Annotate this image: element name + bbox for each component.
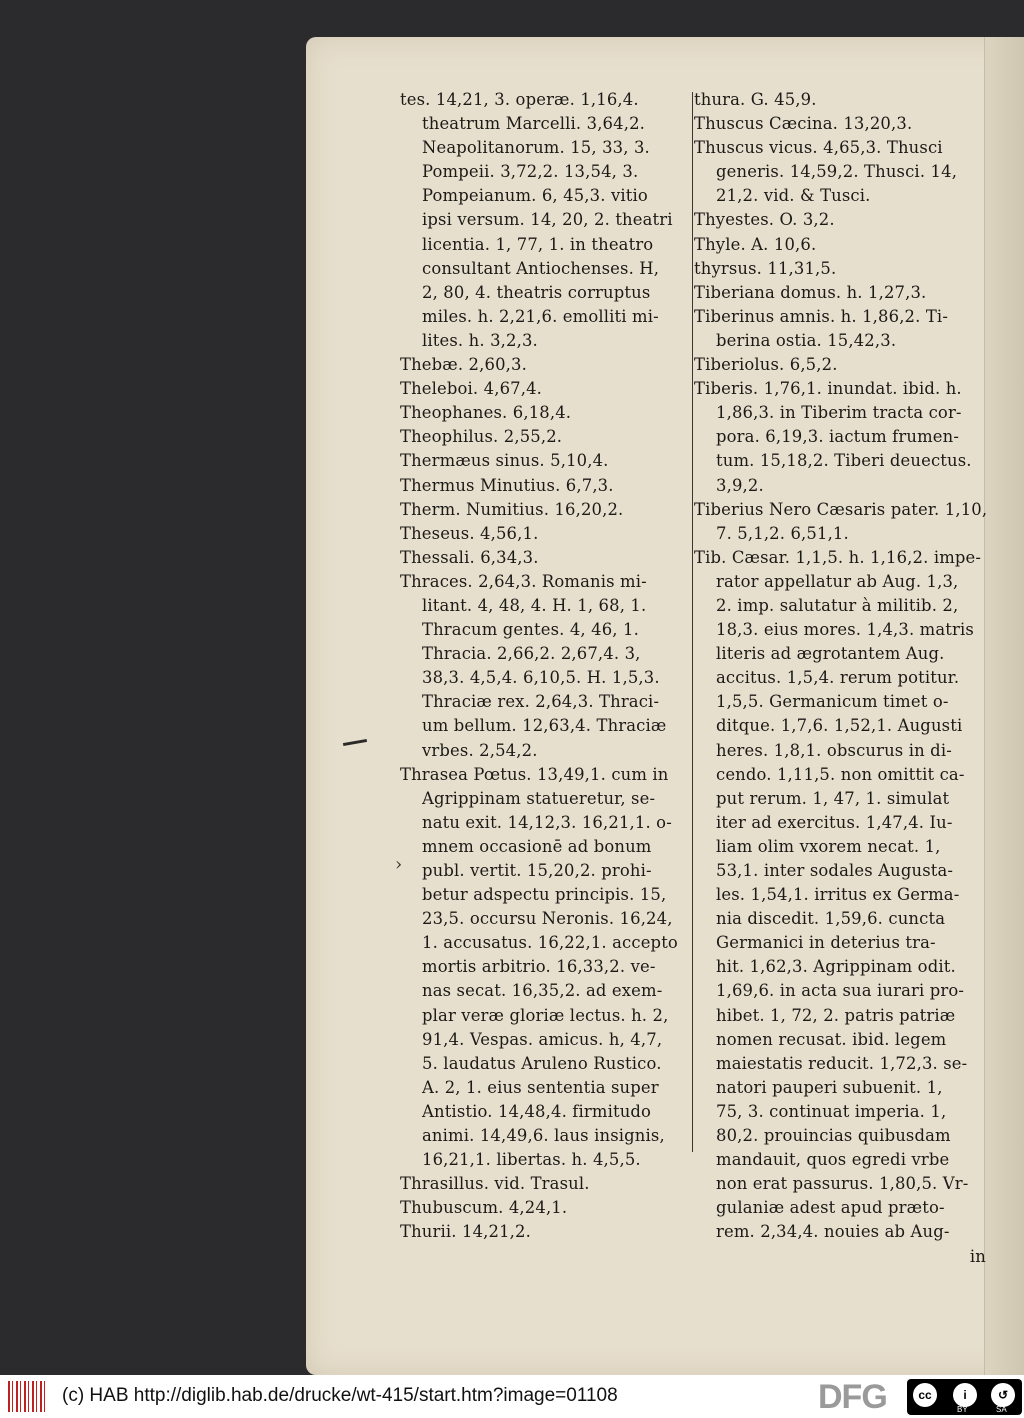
index-entry-line: 75, 3. continuat imperia. 1, [716,1101,947,1121]
index-entry-line: 53,1. inter sodales Augusta- [716,861,954,880]
viewer-footer [0,1375,1024,1418]
index-entry-line: tes. 14,21, 3. operæ. 1,16,4. [400,90,639,109]
index-entry-line: 1,69,6. in acta sua iurari pro- [716,981,965,1001]
index-entry-line: gulaniæ adest apud præto- [716,1198,945,1218]
cc-license-badge[interactable] [907,1379,1022,1415]
index-entry-line: lites. h. 3,2,3. [422,330,538,350]
index-entry-line: Thermæus sinus. 5,10,4. [400,451,609,471]
index-entry-line: Thubuscum. 4,24,1. [400,1198,568,1218]
index-entry-line: Tiberius Nero Cæsaris pater. 1,10, [694,499,988,519]
index-entry-line: licentia. 1, 77, 1. in theatro [422,234,654,254]
index-entry-line: Tiberiolus. 6,5,2. [694,355,838,375]
index-entry-line: 1,86,3. in Tiberim tracta cor- [716,403,962,423]
copyright-link[interactable]: (c) HAB http://diglib.hab.de/drucke/wt-415/start.htm?image=01108 [62,1385,618,1406]
index-entry-line: Thyle. A. 10,6. [694,234,817,254]
index-entry-line: rator appellatur ab Aug. 1,3, [716,571,959,591]
index-entry-line: Thuscus Cæcina. 13,20,3. [694,114,913,134]
index-entry-line: Thuscus vicus. 4,65,3. Thusci [694,138,943,158]
index-entry-line: 23,5. occursu Neronis. 16,24, [422,909,673,929]
margin-pencil-dot: › [395,854,403,875]
index-entry-line: pora. 6,19,3. iactum frumen- [716,427,960,447]
column-rule [692,92,693,1152]
index-entry-line: Thracia. 2,66,2. 2,67,4. 3, [422,644,641,664]
index-entry-line: Theophilus. 2,55,2. [400,427,563,447]
index-entry-line: 3,9,2. [716,475,764,495]
index-entry-line: betur adspectu principis. 15, [422,885,667,905]
index-entry-line: Tiberiana domus. h. 1,27,3. [694,282,927,302]
index-column-left [400,88,692,1245]
index-entry-line: Thebæ. 2,60,3. [400,355,527,375]
index-entry-line: plar veræ gloriæ lectus. h. 2, [422,1005,669,1025]
index-entry-line: consultant Antiochenses. H, [422,258,660,278]
index-entry-line: litant. 4, 48, 4. H. 1, 68, 1. [422,595,647,615]
index-entry-line: mandauit, quos egredi vrbe [716,1150,950,1170]
index-entry-line: 1. accusatus. 16,22,1. accepto [422,933,678,953]
index-entry-line: 80,2. prouincias quibusdam [716,1126,951,1146]
index-entry-line: Pompeii. 3,72,2. 13,54, 3. [422,162,639,182]
index-entry-line: Thurii. 14,21,2. [400,1222,531,1242]
index-entry-line: Antistio. 14,48,4. firmitudo [422,1101,652,1121]
index-entry-line: rem. 2,34,4. nouies ab Aug- [716,1222,950,1242]
index-entry-line: 2. imp. salutatur à militib. 2, [716,595,959,615]
index-entry-line: Thraciæ rex. 2,64,3. Thraci- [422,692,660,712]
page-edge [984,37,1024,1375]
index-entry-line: Thrasillus. vid. Trasul. [400,1174,590,1194]
index-entry-line: Thrasea Pœtus. 13,49,1. cum in [400,764,669,784]
index-entry-line: put rerum. 1, 47, 1. simulat [716,788,950,808]
index-entry-line: 2, 80, 4. theatris corruptus [422,282,651,302]
index-entry-line: 18,3. eius mores. 1,4,3. matris [716,620,974,640]
index-entry-line: maiestatis reducit. 1,72,3. se- [716,1053,968,1073]
index-entry-line: Tiberis. 1,76,1. inundat. ibid. h. [694,379,962,399]
index-entry-line: 7. 5,1,2. 6,51,1. [716,523,849,543]
index-entry-line: Thermus Minutius. 6,7,3. [400,475,614,495]
index-entry-line: ditque. 1,7,6. 1,52,1. Augusti [716,716,963,736]
index-entry-line: natu exit. 14,12,3. 16,21,1. o- [422,812,672,832]
index-entry-line: 16,21,1. libertas. h. 4,5,5. [422,1150,641,1170]
index-entry-line: mnem occasionē ad bonum [422,836,652,856]
index-entry-line: thura. G. 45,9. [694,90,817,109]
index-entry-line: nas secat. 16,35,2. ad exem- [422,981,663,1001]
index-entry-line: Thessali. 6,34,3. [400,547,539,567]
index-column-right [694,88,986,1269]
index-entry-line: thyrsus. 11,31,5. [694,258,837,278]
index-entry-line: in [969,1246,986,1266]
sa-icon: ↺ [991,1383,1015,1407]
index-entry-line: publ. vertit. 15,20,2. prohi- [422,861,652,880]
index-entry-line: Thracum gentes. 4, 46, 1. [422,620,639,640]
index-entry-line: non erat passurus. 1,80,5. Vr- [716,1174,969,1194]
index-entry-line: Tiberinus amnis. h. 1,86,2. Ti- [694,306,949,326]
index-entry-line: Therm. Numitius. 16,20,2. [400,499,624,519]
index-entry-line: nomen recusat. ibid. legem [716,1029,947,1049]
index-entry-line: miles. h. 2,21,6. emolliti mi- [422,306,659,326]
index-entry-line: Pompeianum. 6, 45,3. vitio [422,186,648,206]
index-entry-line: 91,4. Vespas. amicus. h, 4,7, [422,1029,663,1049]
index-entry-line: A. 2, 1. eius sententia super [422,1077,659,1097]
index-entry-line: Thyestes. O. 3,2. [694,210,835,230]
index-entry-line: Theophanes. 6,18,4. [400,403,572,423]
index-entry-line: generis. 14,59,2. Thusci. 14, [716,162,958,182]
index-entry-line: Neapolitanorum. 15, 33, 3. [422,138,650,158]
by-label: BY [957,1405,968,1414]
index-entry-line: hibet. 1, 72, 2. patris patriæ [716,1005,956,1025]
index-entry-line: Thraces. 2,64,3. Romanis mi- [400,571,647,591]
index-entry-line: berina ostia. 15,42,3. [716,330,897,350]
index-entry-line: hit. 1,62,3. Agrippinam odit. [716,957,956,977]
sa-label: SA [996,1405,1007,1414]
index-entry-line: accitus. 1,5,4. rerum potitur. [716,668,960,688]
index-entry-line: natori pauperi subuenit. 1, [716,1077,943,1097]
index-entry-line: animi. 14,49,6. laus insignis, [422,1126,665,1146]
dfg-logo[interactable]: DFG [818,1378,887,1416]
index-entry-line: vrbes. 2,54,2. [422,740,538,760]
index-entry-line: mortis arbitrio. 16,33,2. ve- [422,957,656,977]
index-entry-line: tum. 15,18,2. Tiberi deuectus. [716,451,972,471]
index-entry-line: liam olim vxorem necat. 1, [716,836,941,856]
index-entry-line: iter ad exercitus. 1,47,4. Iu- [716,812,953,832]
index-entry-line: 21,2. vid. & Tusci. [716,186,871,206]
index-entry-line: les. 1,54,1. irritus ex Germa- [716,885,960,905]
index-entry-line: theatrum Marcelli. 3,64,2. [422,114,646,134]
index-entry-line: 5. laudatus Aruleno Rustico. [422,1053,662,1073]
cc-icon: cc [913,1383,937,1407]
index-entry-line: 1,5,5. Germanicum timet o- [716,692,949,712]
index-entry-line: ipsi versum. 14, 20, 2. theatri [422,210,673,230]
index-entry-line: Agrippinam statueretur, se- [422,788,656,808]
index-entry-line: 38,3. 4,5,4. 6,10,5. H. 1,5,3. [422,668,660,688]
index-entry-line: nia discedit. 1,59,6. cuncta [716,909,946,929]
index-entry-line: Theleboi. 4,67,4. [400,379,543,399]
index-entry-line: cendo. 1,11,5. non omittit ca- [716,764,965,784]
index-entry-line: Theseus. 4,56,1. [400,523,539,543]
hab-barcode-logo[interactable] [8,1381,46,1412]
index-entry-line: literis ad ægrotantem Aug. [716,644,945,664]
by-icon: i [953,1383,977,1407]
index-entry-line: Germanici in deterius tra- [716,933,936,953]
index-entry-line: heres. 1,8,1. obscurus in di- [716,740,952,760]
index-entry-line: Tib. Cæsar. 1,1,5. h. 1,16,2. impe- [694,547,982,567]
index-entry-line: um bellum. 12,63,4. Thraciæ [422,716,667,736]
